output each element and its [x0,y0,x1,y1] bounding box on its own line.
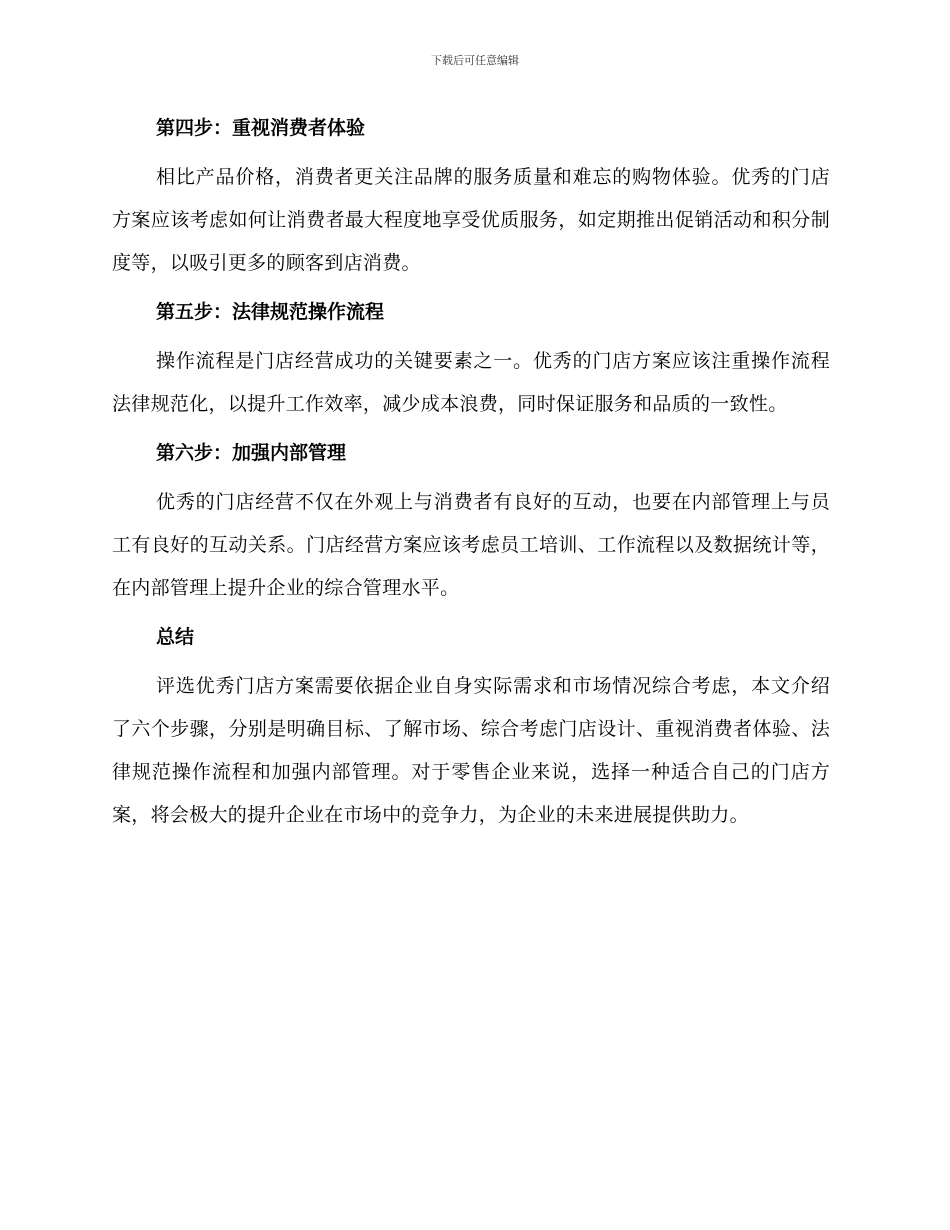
page-header: 下载后可任意编辑 [431,54,519,67]
section-paragraph: 优秀的门店经营不仅在外观上与消费者有良好的互动，也要在内部管理上与员工有良好的互动关系。门店经营方案应该考虑员工培训、工作流程以及数据统计等，在内部管理上提升企业的综合管理水平。 [112,491,830,599]
section-paragraph: 相比产品价格，消费者更关注品牌的服务质量和难忘的购物体验。优秀的门店方案应该考虑如何让消费者最大程度地享受优质服务，如定期推出促销活动和积分制度等，以吸引更多的顾客到店消费。 [112,166,830,274]
section-step-6 [112,433,830,610]
section-heading: 第四步：重视消费者体验 [156,117,366,139]
section-paragraph: 操作流程是门店经营成功的关键要素之一。优秀的门店方案应该注重操作流程法律规范化，以提升工作效率，减少成本浪费，同时保证服务和品质的一致性。 [112,350,830,415]
document-body [112,108,830,844]
section-step-5 [112,292,830,426]
section-heading: 总结 [156,626,195,648]
section-summary [112,617,830,837]
section-heading: 第五步：法律规范操作流程 [156,301,385,323]
section-paragraph: 评选优秀门店方案需要依据企业自身实际需求和市场情况综合考虑，本文介绍了六个步骤，分别是明确目标、了解市场、综合考虑门店设计、重视消费者体验、法律规范操作流程和加强内部管理。对于零售企业来说，选择一种适合自己的门店方案，将会极大的提升企业在市场中的竞争力，为企业的未来进展提供助力。 [112,675,830,826]
section-step-4 [112,108,830,285]
section-heading: 第六步：加强内部管理 [156,442,347,464]
